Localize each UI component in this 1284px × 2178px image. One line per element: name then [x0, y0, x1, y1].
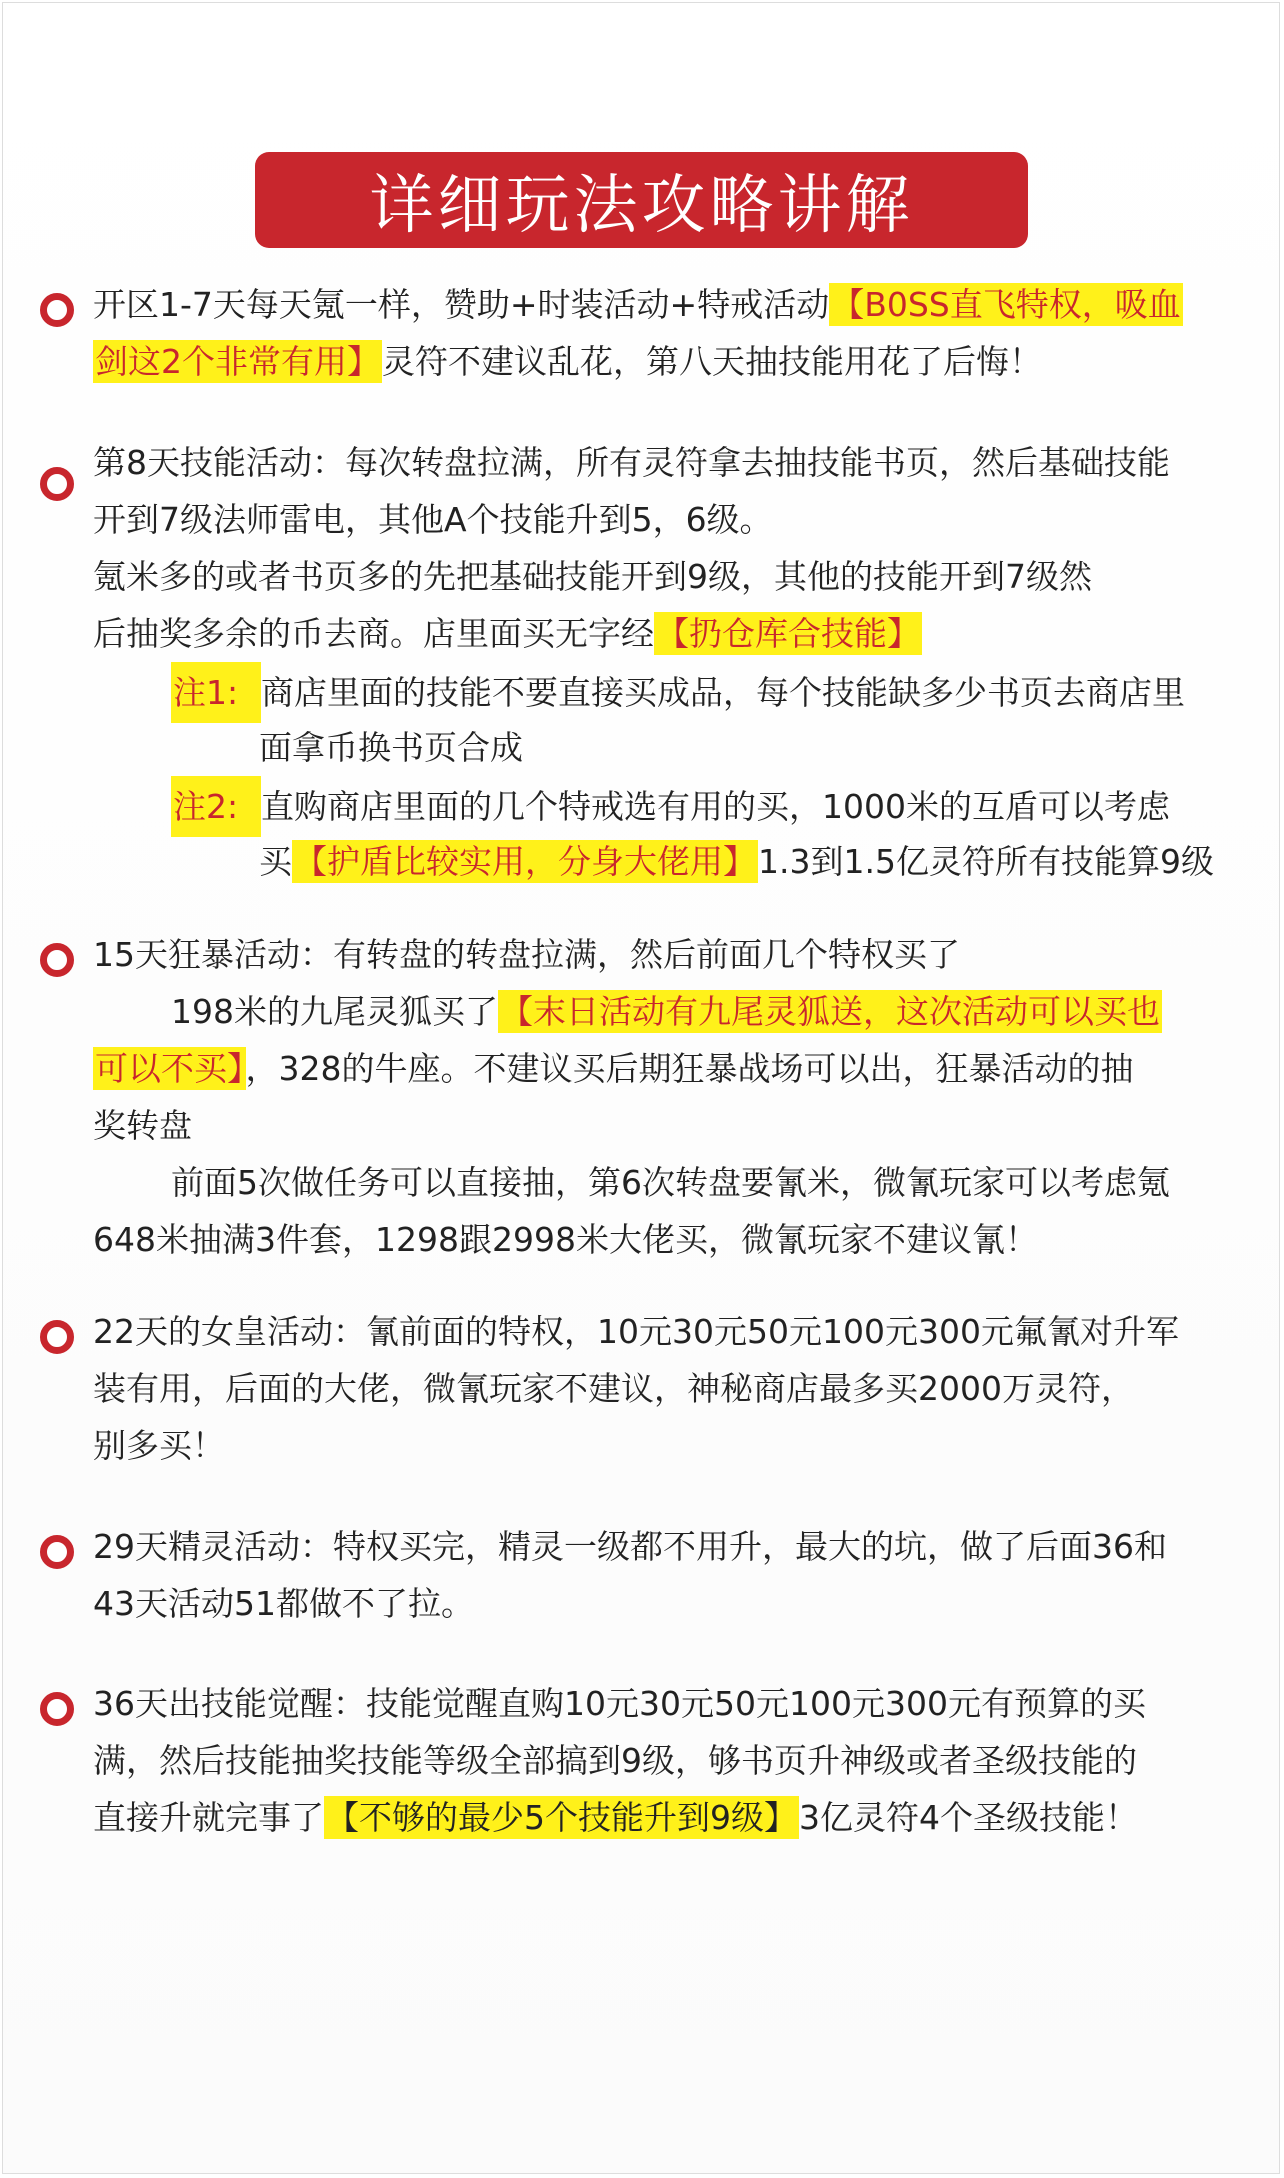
text-line: 22天的女皇活动：氰前面的特权，10元30元50元100元300元氟氰对升军 [93, 1312, 1179, 1351]
text-line [93, 276, 1253, 333]
note-2 [93, 776, 1253, 833]
text-line: 648米抽满3件套，1298跟2998米大佬买，微氰玩家不建议氰！ [93, 1220, 1038, 1259]
section-5 [93, 1518, 1253, 1632]
text-line [93, 333, 1253, 390]
section-1 [93, 276, 1253, 390]
text-line: 别多买！ [93, 1426, 225, 1465]
bullet-icon [40, 943, 74, 977]
text-line: 装有用，后面的大佬，微氰玩家不建议，神秘商店最多买2000万灵符， [93, 1369, 1134, 1408]
highlight-text: 【扔仓库合技能】 [656, 614, 920, 653]
bullet-icon [40, 467, 74, 501]
note-label: 注2: [171, 776, 261, 837]
highlight-text: 可以不买】 [95, 1049, 244, 1088]
text-line: 奖转盘 [93, 1106, 192, 1145]
bullet-icon [40, 293, 74, 327]
text-line: 前面5次做任务可以直接抽，第6次转盘要氰米，微氰玩家可以考虑氪 [171, 1163, 1170, 1202]
text: 灵符不建议乱花，第八天抽技能用花了后悔！ [382, 342, 1042, 381]
text: 198米的九尾灵狐买了 [171, 992, 498, 1031]
highlight-text: 【护盾比较实用，分身大佬用】 [294, 842, 756, 881]
section-6 [93, 1675, 1253, 1846]
bullet-icon [40, 1535, 74, 1569]
text: ，328的牛座。不建议买后期狂暴战场可以出，狂暴活动的抽 [245, 1049, 1134, 1088]
note-label: 注1: [171, 662, 261, 723]
text-line: 满，然后技能抽奖技能等级全部搞到9级，够书页升神级或者圣级技能的 [93, 1741, 1137, 1780]
note-1-cont: 面拿币换书页合成 [259, 728, 523, 767]
text: 直接升就完事了 [93, 1798, 324, 1837]
bullet-icon [40, 1692, 74, 1726]
text-line: 开到7级法师雷电，其他A个技能升到5，6级。 [93, 500, 773, 539]
highlight-text: 【B0SS直飞特权，吸血 [831, 285, 1181, 324]
text-line: 第8天技能活动：每次转盘拉满，所有灵符拿去抽技能书页，然后基础技能 [93, 443, 1170, 482]
text: 1.3到1.5亿灵符所有技能算9级 [758, 842, 1214, 881]
text: 3亿灵符4个圣级技能！ [799, 1798, 1138, 1837]
text-line [93, 983, 1253, 1040]
note-2-cont [93, 833, 1253, 890]
section-2 [93, 434, 1253, 890]
section-3 [93, 926, 1253, 1268]
highlight-text: 【不够的最少5个技能升到9级】 [326, 1798, 797, 1837]
text-line [93, 605, 1253, 662]
text-line: 43天活动51都做不了拉。 [93, 1584, 474, 1623]
page-title: 详细玩法攻略讲解 [255, 152, 1028, 248]
bullet-icon [40, 1320, 74, 1354]
note-text: 直购商店里面的几个特戒选有用的买，1000米的互盾可以考虑 [261, 787, 1170, 826]
text-line: 29天精灵活动：特权买完，精灵一级都不用升，最大的坑，做了后面36和 [93, 1527, 1167, 1566]
text-line: 15天狂暴活动：有转盘的转盘拉满，然后前面几个特权买了 [93, 935, 960, 974]
text-line: 36天出技能觉醒：技能觉醒直购10元30元50元100元300元有预算的买 [93, 1684, 1146, 1723]
note-text: 商店里面的技能不要直接买成品，每个技能缺多少书页去商店里 [261, 673, 1185, 712]
text-line [93, 1040, 1253, 1097]
text: 后抽奖多余的币去商。店里面买无字经 [93, 614, 654, 653]
text-line: 氪米多的或者书页多的先把基础技能开到9级，其他的技能开到7级然 [93, 557, 1092, 596]
section-4 [93, 1303, 1253, 1474]
highlight-text: 【末日活动有九尾灵狐送，这次活动可以买也 [500, 992, 1160, 1031]
text-line [93, 1789, 1253, 1846]
text: 买 [259, 842, 292, 881]
text: 开区1-7天每天氪一样，赞助+时装活动+特戒活动 [93, 285, 830, 324]
highlight-text: 剑这2个非常有用】 [95, 342, 380, 381]
note-1 [93, 662, 1253, 719]
